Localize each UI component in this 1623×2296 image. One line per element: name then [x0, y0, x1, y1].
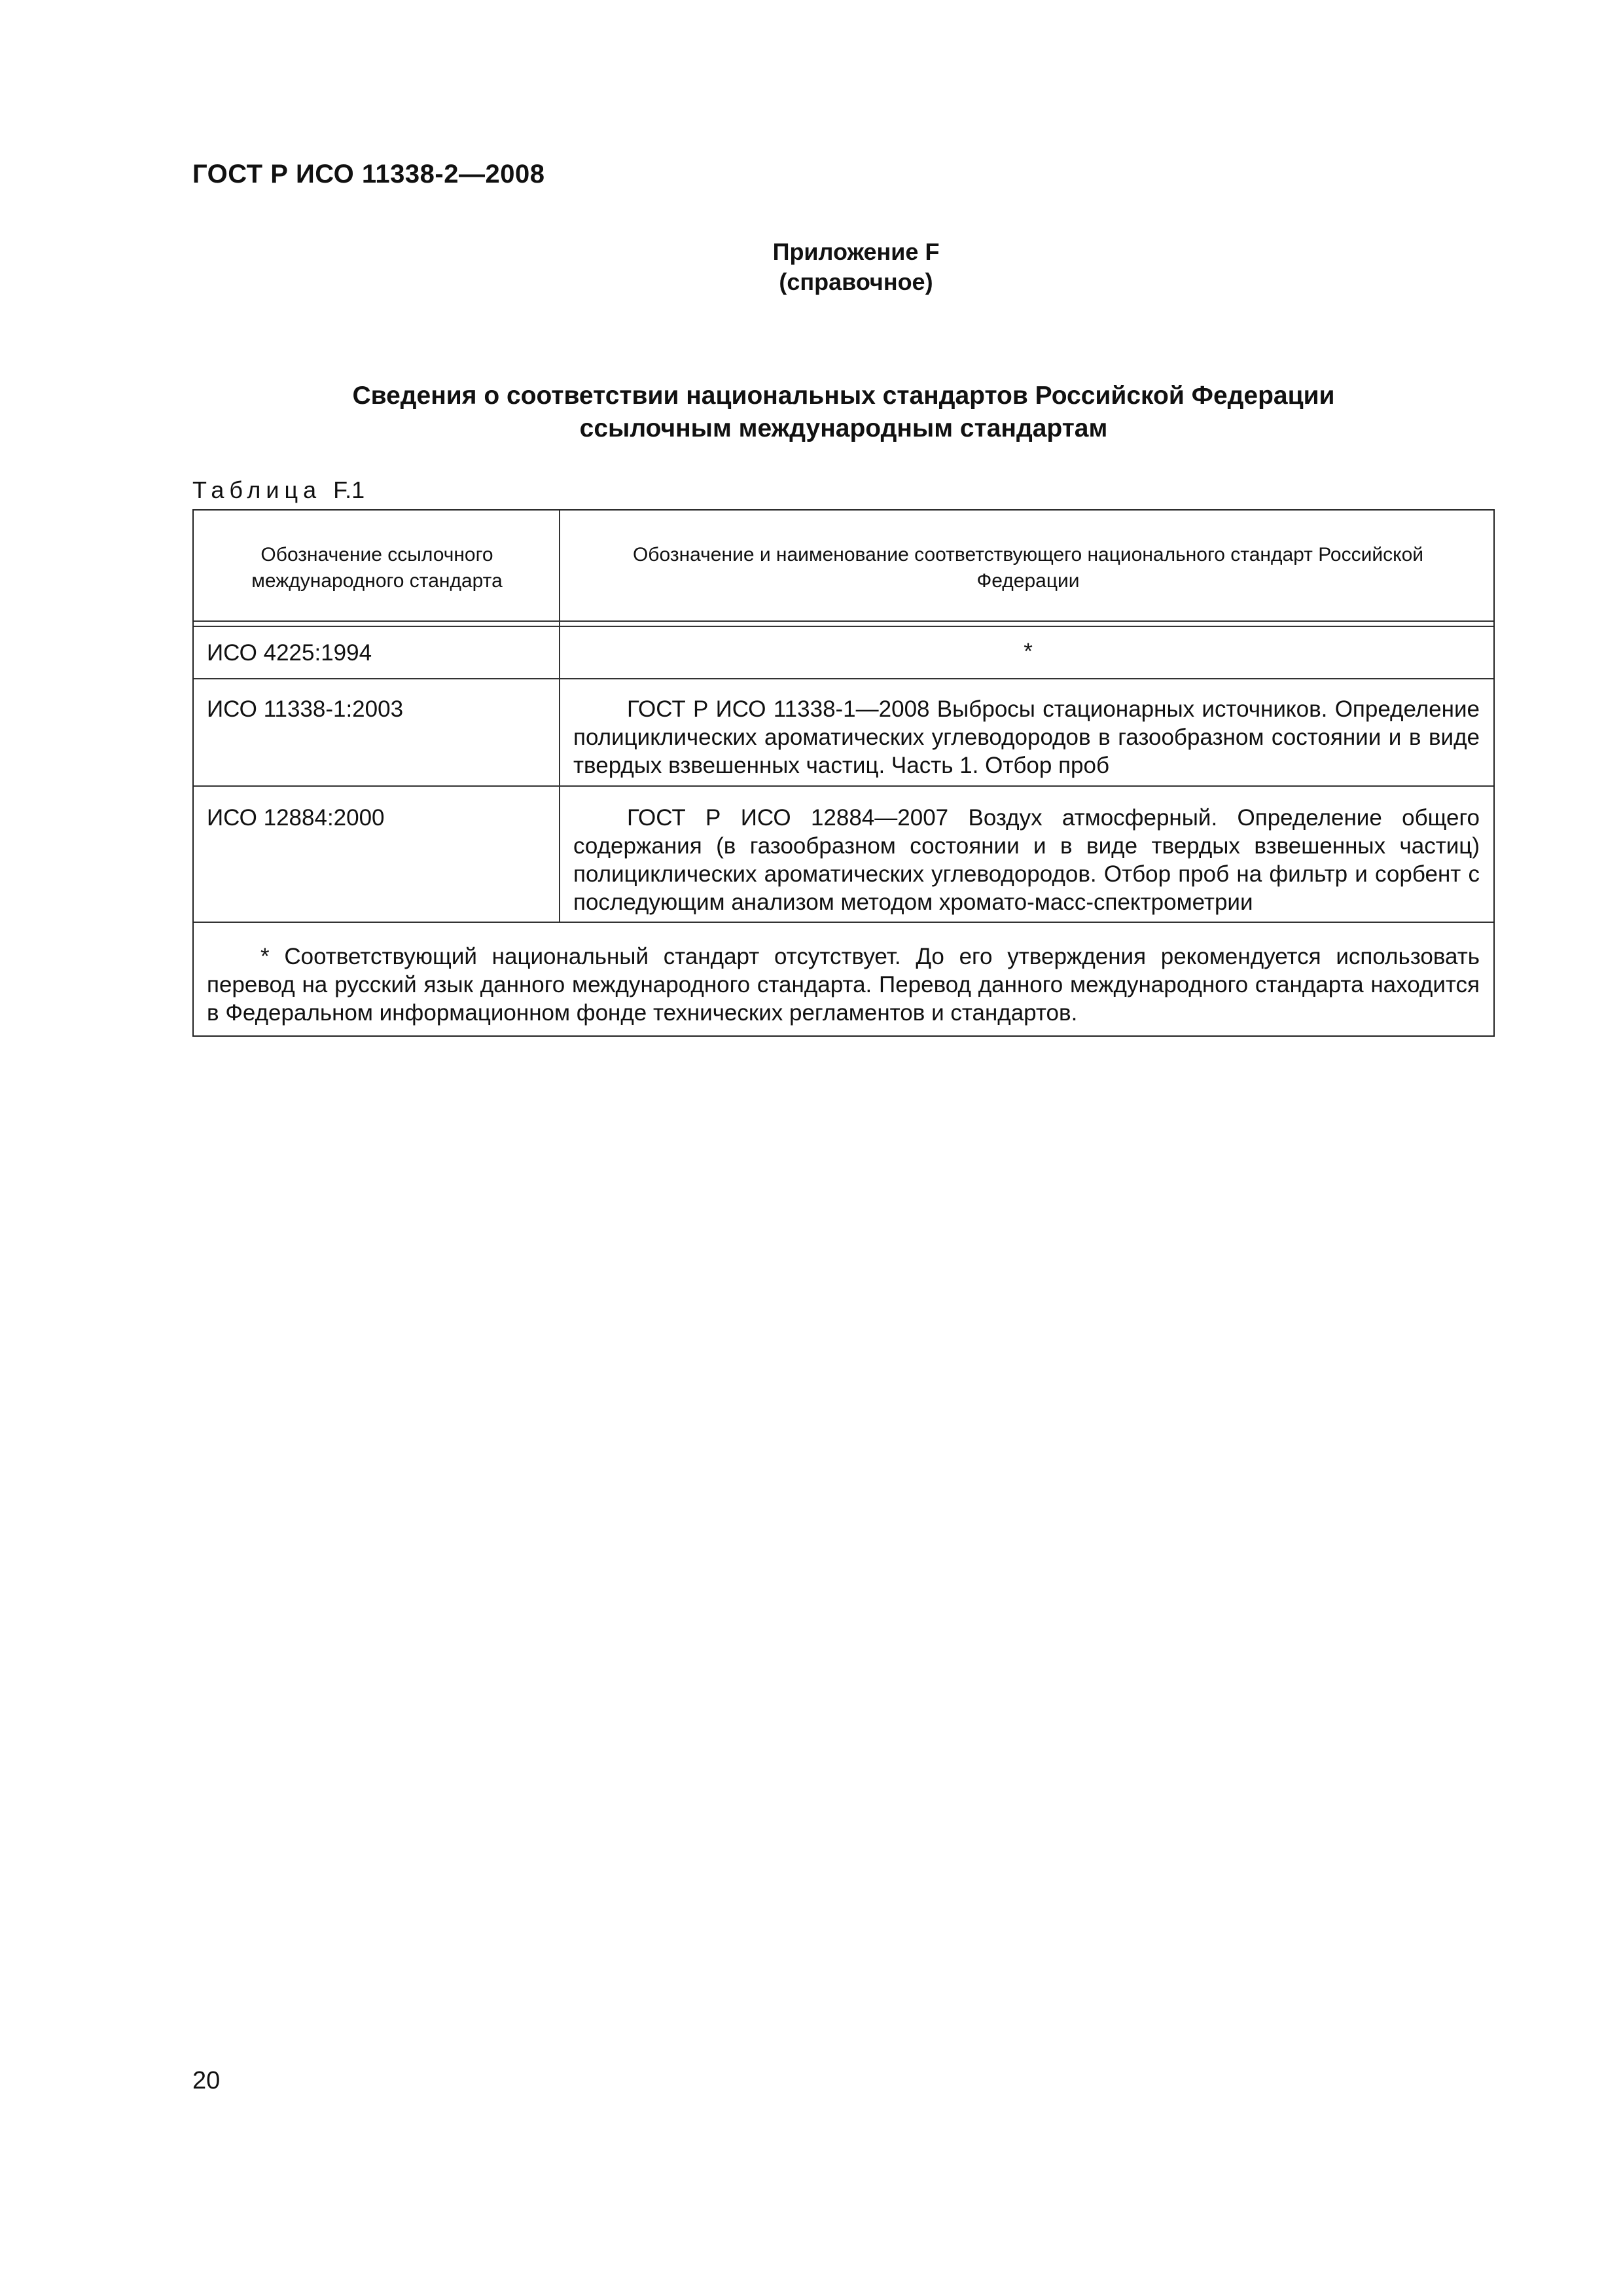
- table-row-1-national: *: [1024, 639, 1033, 664]
- table-footnote: * Соответствующий национальный стандарт отсутствует. До его утверждения рекомендуется использовать перевод на русский язык данного международного стандарта. Перевод данного международного стандарта находится в Федеральном информационном фонде технических регламентов и стандартов.: [207, 944, 1480, 1026]
- annex-heading: [0, 237, 1623, 297]
- header-col-ref: [220, 542, 534, 594]
- document-code: ГОСТ Р ИСО 11338-2—2008: [192, 160, 545, 188]
- table-row-2-ref: ИСО 11338-1:2003: [207, 696, 404, 722]
- table-caption-word: Таблица: [192, 476, 322, 503]
- header-col-national: [586, 542, 1470, 594]
- correspondence-table: [192, 509, 1495, 1037]
- table-row-1-ref: ИСО 4225:1994: [207, 640, 372, 666]
- column-divider: [559, 511, 560, 923]
- row-divider-3: [194, 922, 1493, 923]
- table-row-3-national: ГОСТ Р ИСО 12884—2007 Воздух атмосферный. Определение общего содержания (в газообразном состоянии и в виде твердых взвешенных частиц) полициклических ароматических углеводородов. Отбор проб на фильтр и сорбент с последующим анализом методом хромато-масс-спектрометрии: [573, 805, 1480, 915]
- header-divider-bottom: [194, 626, 1493, 627]
- header-col-ref-text: Обозначение ссылочного международного стандарта: [251, 544, 503, 592]
- annex-title-line2: ссылочным международным стандартам: [579, 414, 1108, 442]
- header-divider-top: [194, 620, 1493, 622]
- annex-title: [192, 380, 1495, 445]
- table-caption-number: F.1: [333, 476, 365, 503]
- table-row-2-national: ГОСТ Р ИСО 11338-1—2008 Выбросы стационарных источников. Определение полициклических ароматических углеводородов в газообразном состоянии и в виде твердых взвешенных частиц. Часть 1. Отбор проб: [573, 696, 1480, 778]
- header-col-national-text: Обозначение и наименование соответствующего национального стандарт Российской Федерации: [632, 544, 1424, 592]
- annex-label: Приложение F: [772, 238, 940, 265]
- row-divider-2: [194, 785, 1493, 787]
- table-caption: [192, 476, 365, 504]
- row-divider-1: [194, 678, 1493, 679]
- annex-title-line1: Сведения о соответствии национальных стандартов Российской Федерации: [352, 382, 1335, 410]
- page-number: 20: [192, 2067, 221, 2094]
- table-row-3-ref: ИСО 12884:2000: [207, 805, 385, 831]
- annex-type: (справочное): [779, 268, 933, 295]
